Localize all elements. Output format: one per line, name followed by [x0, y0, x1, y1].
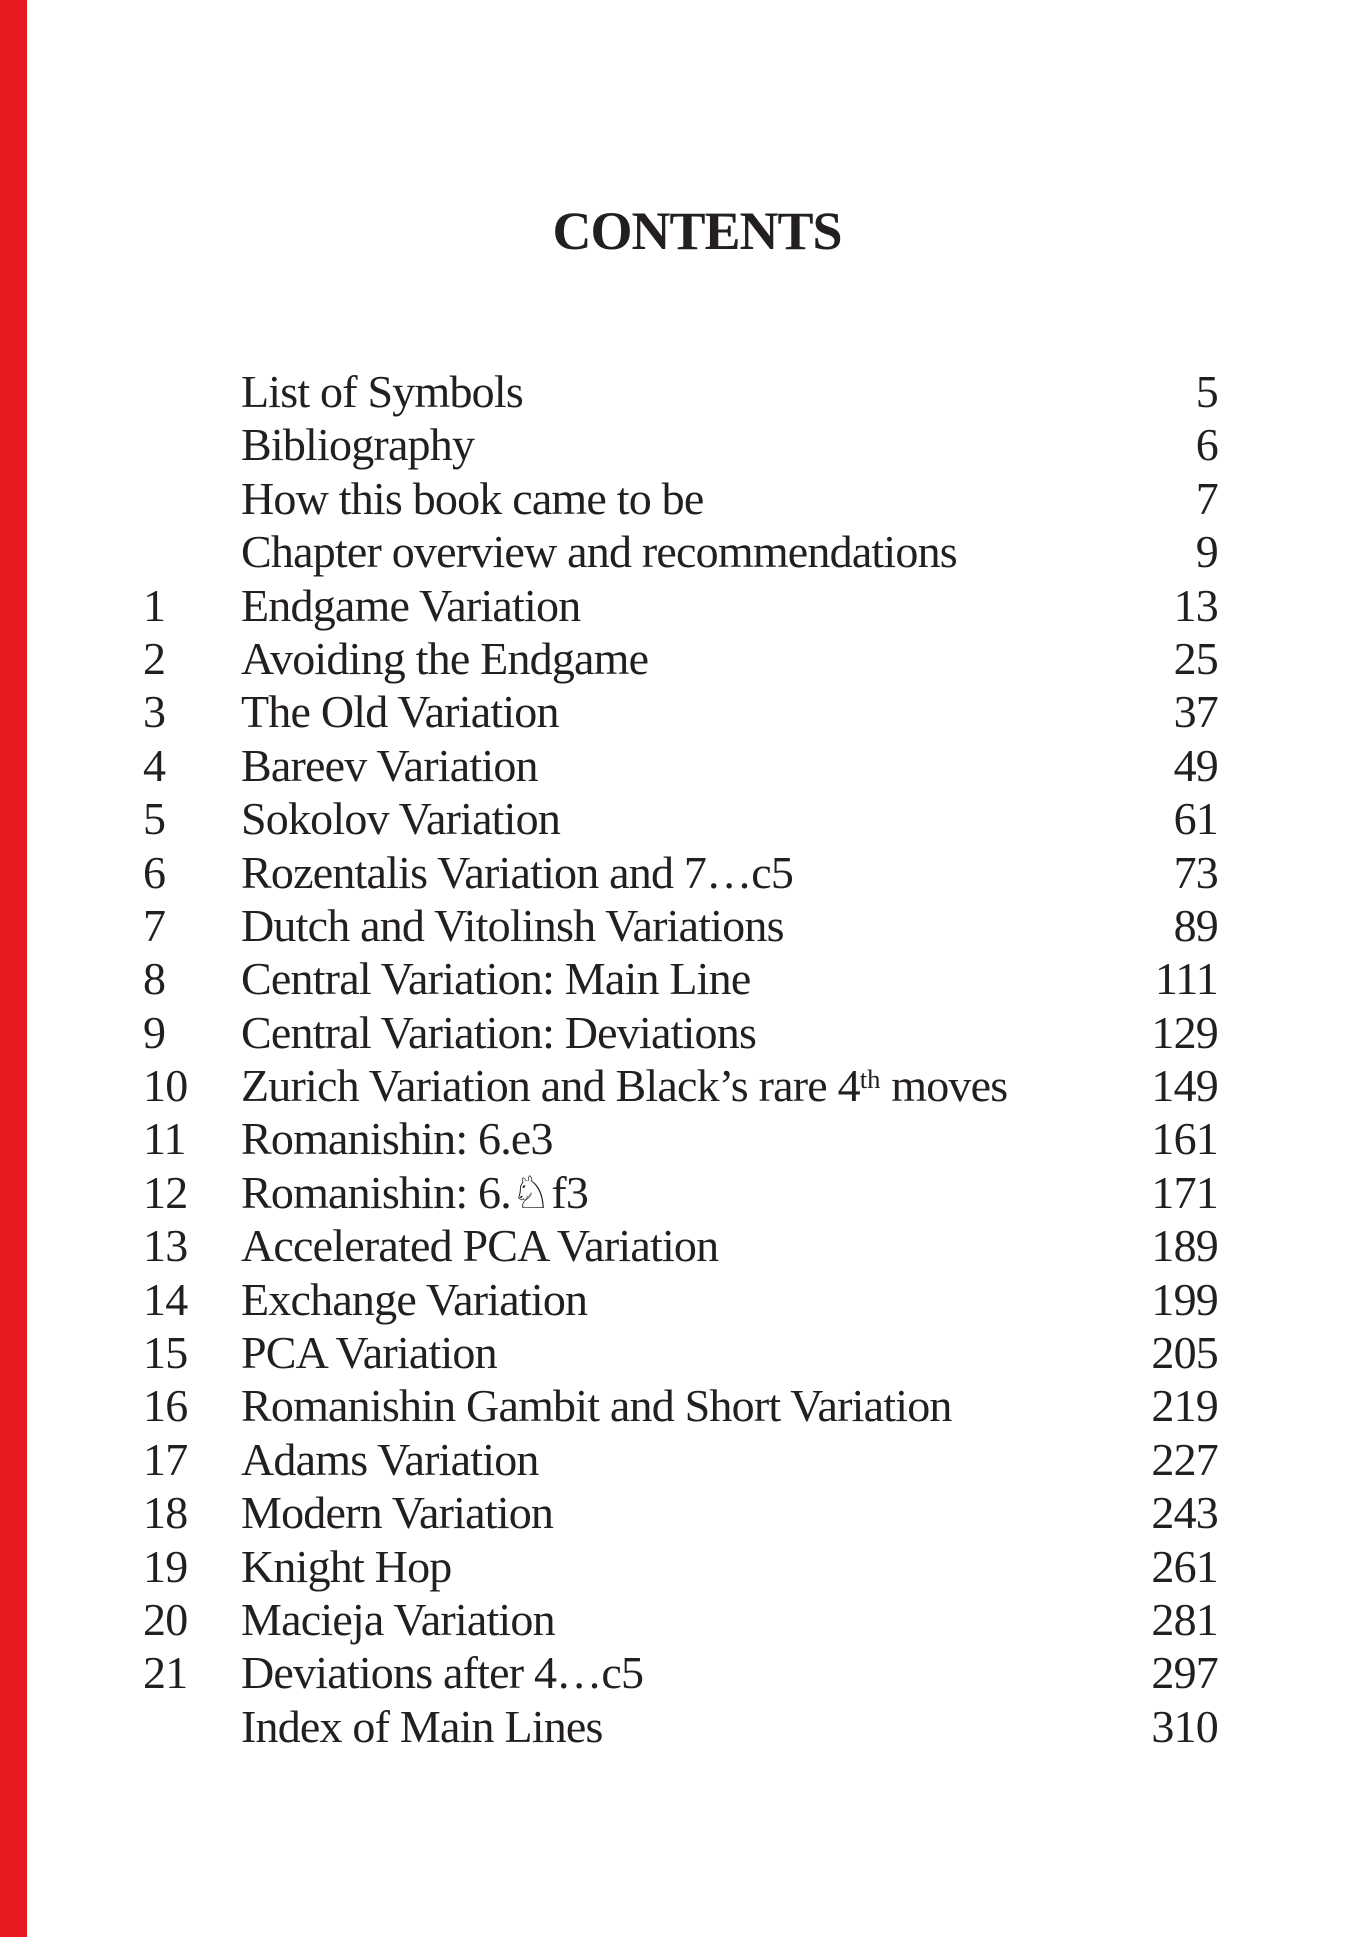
page-number: 297: [1151, 1647, 1218, 1699]
page-number: 9: [1195, 526, 1218, 578]
entry-title: Accelerated PCA Variation: [241, 1220, 719, 1272]
entry-title: Dutch and Vitolinsh Variations: [241, 899, 784, 951]
toc-row: [143, 1219, 1218, 1272]
toc-row: [143, 1646, 1218, 1699]
toc-row: [143, 579, 1218, 632]
toc-row: [143, 739, 1218, 792]
chapter-number: 10: [143, 1060, 188, 1112]
page-number: 49: [1173, 739, 1218, 791]
chapter-number: 1: [143, 579, 166, 631]
toc-row: [143, 1379, 1218, 1432]
page-number: 129: [1151, 1006, 1218, 1058]
toc-row: [143, 792, 1218, 845]
chapter-number: 12: [143, 1166, 188, 1218]
page-title: CONTENTS: [552, 201, 842, 261]
chapter-number: 18: [143, 1487, 188, 1539]
toc-row: [143, 1700, 1218, 1753]
chapter-number: 6: [143, 846, 166, 898]
chapter-number: [143, 418, 241, 471]
knight-figurine-icon: ♘: [510, 1165, 552, 1219]
page-number: 6: [1195, 419, 1218, 471]
entry-title: PCA Variation: [241, 1327, 497, 1379]
entry-title: Deviations after 4…c5: [241, 1647, 644, 1699]
chapter-number: 7: [143, 899, 166, 951]
toc-row: [143, 365, 1218, 418]
entry-title: Zurich Variation and Black’s rare 4th moves: [241, 1060, 1008, 1112]
entry-title: Exchange Variation: [241, 1273, 588, 1325]
entry-title: List of Symbols: [241, 366, 523, 417]
chapter-number: [143, 525, 241, 578]
chapter-number: [143, 365, 241, 418]
entry-title: Knight Hop: [241, 1540, 452, 1592]
page-number: 281: [1151, 1593, 1218, 1645]
page-number: 205: [1151, 1327, 1218, 1379]
chapter-number: 11: [143, 1113, 186, 1165]
page-number: 25: [1173, 632, 1218, 684]
chapter-number: 14: [143, 1273, 188, 1325]
entry-title: Romanishin: 6.♘f3: [241, 1165, 589, 1219]
toc-row: [143, 632, 1218, 685]
toc-row: [143, 525, 1218, 578]
page-number: 261: [1151, 1540, 1218, 1592]
entry-title: Avoiding the Endgame: [241, 632, 649, 684]
chapter-number: 3: [143, 686, 166, 738]
entry-title: Endgame Variation: [241, 579, 581, 631]
toc-row: [143, 1540, 1218, 1593]
toc-row: [143, 1006, 1218, 1059]
chapter-number: 21: [143, 1647, 188, 1699]
chapter-number: 17: [143, 1433, 188, 1485]
entry-title: Bibliography: [241, 419, 475, 471]
page-number: 171: [1151, 1166, 1218, 1218]
page-number: 189: [1151, 1220, 1218, 1272]
page-number: 13: [1173, 579, 1218, 631]
chapter-number: 16: [143, 1380, 188, 1432]
toc-row: [143, 1433, 1218, 1486]
entry-title: Central Variation: Deviations: [241, 1006, 757, 1058]
page-number: 37: [1173, 686, 1218, 738]
toc-row: [143, 685, 1218, 738]
page-number: 73: [1173, 846, 1218, 898]
page-number: 61: [1173, 793, 1218, 845]
entry-title: Adams Variation: [241, 1433, 539, 1485]
chapter-number: 9: [143, 1006, 166, 1058]
toc-row: [143, 952, 1218, 1005]
entry-title: Bareev Variation: [241, 739, 538, 791]
entry-title: The Old Variation: [241, 686, 559, 738]
toc-row: [143, 1486, 1218, 1539]
toc-row: [143, 1593, 1218, 1646]
toc-row: [143, 1326, 1218, 1379]
toc-row: [143, 418, 1218, 471]
page-number: 243: [1151, 1487, 1218, 1539]
toc-row: [143, 1166, 1218, 1219]
toc-row: [143, 472, 1218, 525]
ordinal-superscript: th: [859, 1063, 881, 1094]
chapter-number: 8: [143, 953, 166, 1005]
page-number: 111: [1154, 953, 1218, 1005]
page-number: 161: [1151, 1113, 1218, 1165]
entry-title: How this book came to be: [241, 472, 704, 524]
page-number: 149: [1151, 1060, 1218, 1112]
page-number: 199: [1151, 1273, 1218, 1325]
chapter-number: 19: [143, 1540, 188, 1592]
page-edge-stripe: [0, 0, 27, 1937]
page-number: 7: [1195, 472, 1218, 524]
toc-row: [143, 1059, 1218, 1112]
page-number: 310: [1151, 1700, 1218, 1752]
entry-title: Romanishin: 6.e3: [241, 1113, 553, 1165]
chapter-number: [143, 472, 241, 525]
entry-title: Chapter overview and recommendations: [241, 526, 957, 578]
chapter-number: [143, 1700, 241, 1753]
toc-row: [143, 1273, 1218, 1326]
entry-title: Macieja Variation: [241, 1593, 555, 1645]
chapter-number: 13: [143, 1220, 188, 1272]
entry-title: Modern Variation: [241, 1487, 554, 1539]
page-number: 227: [1151, 1433, 1218, 1485]
entry-title: Sokolov Variation: [241, 793, 561, 845]
toc-list: [143, 365, 1218, 1753]
chapter-number: 20: [143, 1593, 188, 1645]
entry-title: Index of Main Lines: [241, 1700, 603, 1752]
toc-row: [143, 846, 1218, 899]
chapter-number: 5: [143, 793, 166, 845]
entry-title: Rozentalis Variation and 7…c5: [241, 846, 794, 898]
page-number: 5: [1195, 366, 1218, 417]
entry-title: Central Variation: Main Line: [241, 953, 751, 1005]
page-number: 219: [1151, 1380, 1218, 1432]
toc-row: [143, 899, 1218, 952]
entry-title: Romanishin Gambit and Short Variation: [241, 1380, 952, 1432]
toc-row: [143, 1112, 1218, 1165]
page-number: 89: [1173, 899, 1218, 951]
chapter-number: 4: [143, 739, 166, 791]
chapter-number: 15: [143, 1327, 188, 1379]
chapter-number: 2: [143, 632, 166, 684]
